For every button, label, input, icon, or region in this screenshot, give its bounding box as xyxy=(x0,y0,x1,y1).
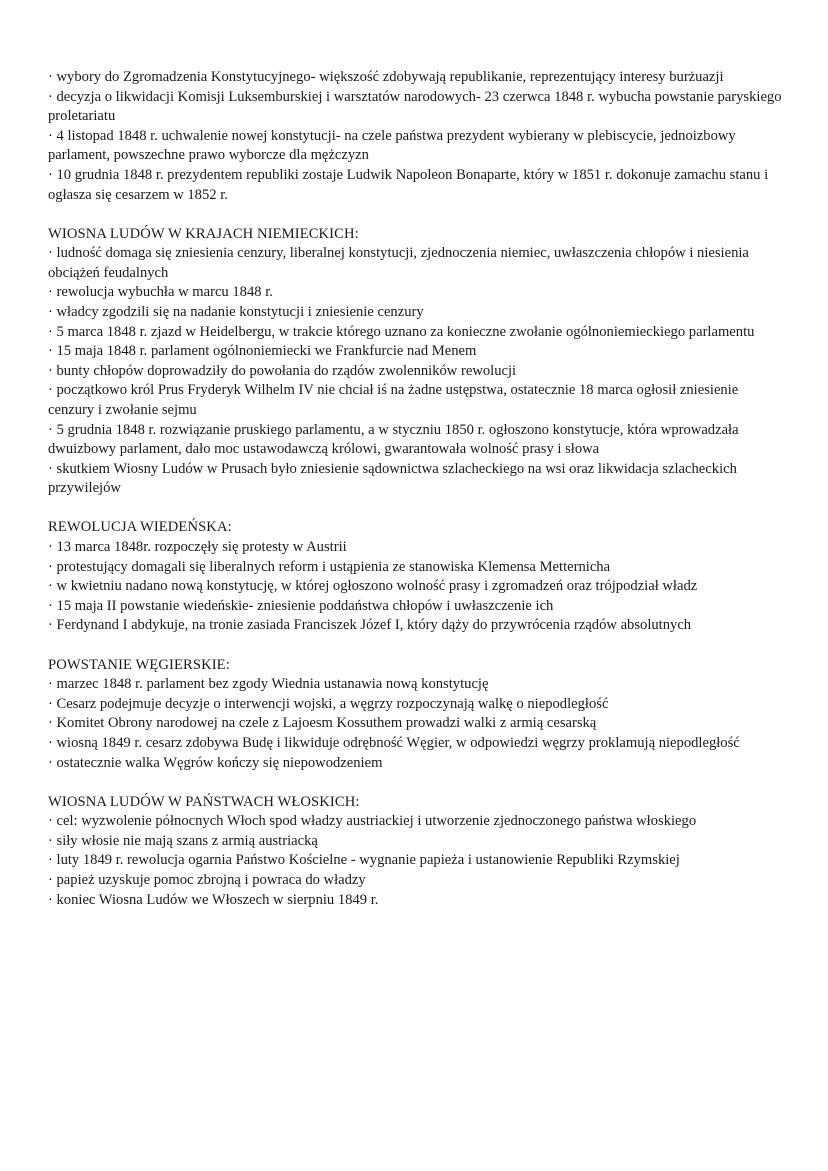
list-item: · Ferdynand I abdykuje, na tronie zasiada Franciszek Józef I, który dąży do przywrócenia rządów absolutnych xyxy=(48,617,692,634)
list-item: · skutkiem Wiosny Ludów w Prusach było zniesienie sądownictwa szlacheckiego na wsi oraz likwidacja szlacheckich przywilejów xyxy=(48,460,737,497)
list-item: · ludność domaga się zniesienia cenzury, liberalnej konstytucji, zjednoczenia niemiec, uwłaszczenia chłopów i niesienia obciążeń feudalnych xyxy=(48,245,749,281)
document-page xyxy=(48,68,788,930)
section-heading: POWSTANIE WĘGIERSKIE: xyxy=(48,656,230,673)
list-item: · 4 listopad 1848 r. uchwalenie nowej konstytucji- na czele państwa prezydent wybierany w plebiscycie, jednoizbowy parlament, powszechne prawo wyborcze dla mężczyzn xyxy=(48,127,736,164)
list-item: · wybory do Zgromadzenia Konstytucyjnego- większość zdobywają republikanie, reprezentujący interesy burżuazji xyxy=(48,69,724,85)
list-item: · wiosną 1849 r. cesarz zdobywa Budę i likwiduje odrębność Węgier, w odpowiedzi węgrzy proklamują niepodległość xyxy=(48,734,740,751)
list-item: · 13 marca 1848r. rozpoczęły się protesty w Austrii xyxy=(48,539,347,556)
list-item: · 5 grudnia 1848 r. rozwiązanie pruskiego parlamentu, a w styczniu 1850 r. ogłoszono konstytucje, która wprowadzała dwuizbowy parlament, dało moc ustawodawczą królowi, gwarantowała wolność prasy i słowa xyxy=(48,421,739,458)
list-item: · decyzja o likwidacji Komisji Luksemburskiej i warsztatów narodowych- 23 czerwca 1848 r. wybucha powstanie paryskiego proletariatu xyxy=(48,88,782,125)
section-german-states xyxy=(48,225,788,499)
section-italian-states xyxy=(48,793,788,911)
section-vienna-revolution xyxy=(48,518,788,636)
list-item: · rewolucja wybuchła w marcu 1848 r. xyxy=(48,284,273,301)
list-item: · Cesarz podejmuje decyzje o interwencji wojski, a węgrzy rozpoczynają walkę o niepodległość xyxy=(48,695,609,712)
section-heading: WIOSNA LUDÓW W KRAJACH NIEMIECKICH: xyxy=(48,225,359,242)
list-item: · 15 maja II powstanie wiedeńskie- zniesienie poddaństwa chłopów i uwłaszczenie ich xyxy=(48,597,554,614)
list-item: · ostatecznie walka Węgrów kończy się niepowodzeniem xyxy=(48,754,383,771)
list-item: · koniec Wiosna Ludów we Włoszech w sierpniu 1849 r. xyxy=(48,891,379,908)
list-item: · początkowo król Prus Fryderyk Wilhelm IV nie chciał iś na żadne ustępstwa, ostatecznie 18 marca ogłosił zniesienie cenzury i zwołanie sejmu xyxy=(48,382,739,418)
list-item: · 5 marca 1848 r. zjazd w Heidelbergu, w trakcie którego uznano za konieczne zwołanie ogólnoniemieckiego parlamentu xyxy=(48,323,755,340)
list-item: · w kwietniu nadano nową konstytucję, w której ogłoszono wolność prasy i zgromadzeń oraz trójpodział władz xyxy=(48,578,698,595)
list-item: · cel: wyzwolenie północnych Włoch spod władzy austriackiej i utworzenie zjednoczonego państwa włoskiego xyxy=(48,813,697,830)
list-item: · marzec 1848 r. parlament bez zgody Wiednia ustanawia nową konstytucję xyxy=(48,676,489,693)
list-item: · luty 1849 r. rewolucja ogarnia Państwo Kościelne - wygnanie papieża i ustanowienie Republiki Rzymskiej xyxy=(48,852,680,869)
list-item: · protestujący domagali się liberalnych reform i ustąpienia ze stanowiska Klemensa Metternicha xyxy=(48,558,611,575)
list-item: · Komitet Obrony narodowej na czele z Lajoesm Kossuthem prowadzi walki z armią cesarską xyxy=(48,715,597,732)
list-item: · władcy zgodzili się na nadanie konstytucji i zniesienie cenzury xyxy=(48,304,424,321)
list-item: · siły włosie nie mają szans z armią austriacką xyxy=(48,832,318,849)
section-heading: REWOLUCJA WIEDEŃSKA: xyxy=(48,519,232,536)
list-item: · 10 grudnia 1848 r. prezydentem republiki zostaje Ludwik Napoleon Bonaparte, który w 1851 r. dokonuje zamachu stanu i ogłasza się cesarzem w 1852 r. xyxy=(48,166,769,203)
list-item: · 15 maja 1848 r. parlament ogólnoniemiecki we Frankfurcie nad Menem xyxy=(48,343,477,360)
section-heading: WIOSNA LUDÓW W PAŃSTWACH WŁOSKICH: xyxy=(48,793,360,810)
section-france-continued xyxy=(48,68,788,205)
list-item: · papież uzyskuje pomoc zbrojną i powraca do władzy xyxy=(48,871,366,888)
list-item: · bunty chłopów doprowadziły do powołania do rządów zwolenników rewolucji xyxy=(48,362,517,379)
section-hungarian-uprising xyxy=(48,656,788,774)
